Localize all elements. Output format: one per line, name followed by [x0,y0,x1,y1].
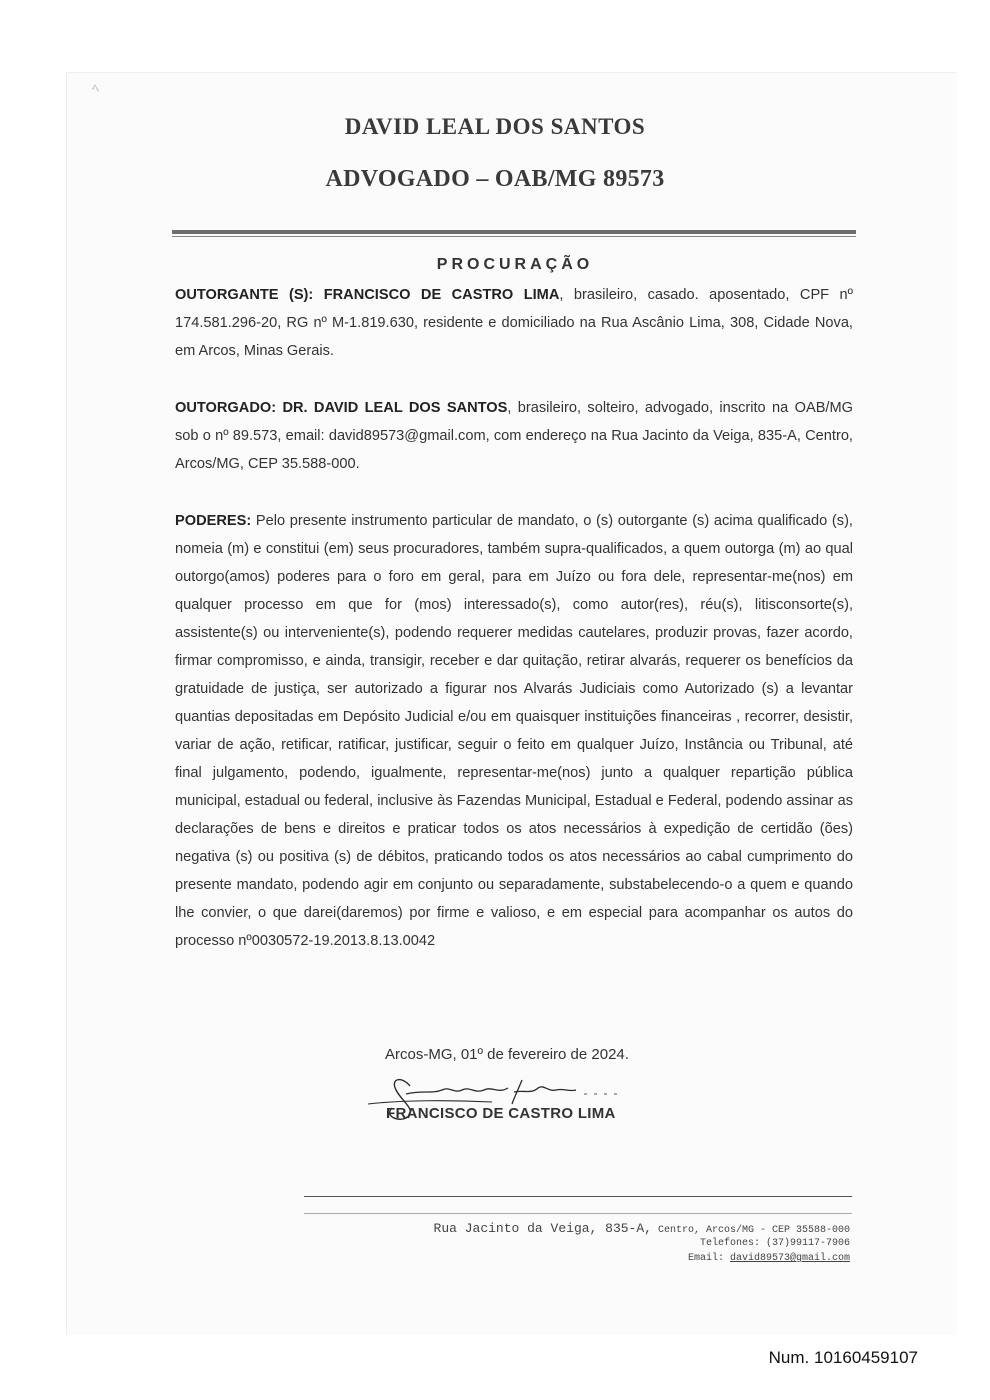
footer-email: david89573@gmail.com [729,1253,850,1264]
footer-email-label: Email: [687,1253,730,1264]
letterhead-oab: ADVOGADO – OAB/MG 89573 [325,166,665,192]
footer-street: Rua Jacinto da Veiga, 835-A, [433,1221,652,1236]
scan-mark: ﾍ [92,80,99,96]
outorgado-paragraph [175,394,853,478]
footer-email-line [688,1253,850,1264]
outorgado-label: OUTORGADO: DR. DAVID LEAL DOS SANTOS [175,400,508,416]
footer-address [434,1221,850,1236]
footer-city: Centro, Arcos/MG - CEP 35588-000 [651,1225,850,1236]
outorgante-text: , brasileiro, casado. aposentado, CPF nº 174.581.296-20, RG nº M-1.819.630, residente e domiciliado na Rua Ascânio Lima, 308, Cidade Nova, em Arcos, Minas Gerais. [175,287,853,359]
letterhead-divider [172,230,856,234]
footer-phones: Telefones: (37)99117-7906 [699,1238,850,1249]
outorgante-paragraph [175,281,853,365]
outorgado-text: , brasileiro, solteiro, advogado, inscrito na OAB/MG sob o nº 89.573, email: david89573@gmail.com, com endereço na Rua Jacinto da Veiga, 835-A, Centro, Arcos/MG, CEP 35.588-000. [175,400,853,472]
letterhead-name: DAVID LEAL DOS SANTOS [344,114,646,139]
poderes-text: Pelo presente instrumento particular de mandato, o (s) outorgante (s) acima qualificado (s), nomeia (m) e constitui (em) seus procuradores, também supra-qualificados, a quem outorga (m) ao qual outorgo(amos) poderes para o foro em geral, para em Juízo ou fora dele, representar-me(nos) em qualquer processo em que for (mos) interessado(s), como autor(res), réu(s), litisconsorte(s), assistente(s) ou interveniente(s), podendo requerer medidas cautelares, produzir provas, fazer acordo, firmar compromisso, e ainda, transigir, receber e dar quitação, retirar alvarás, requerer os benefícios da gratuidade de justiça, ser autorizado a figurar nos Alvarás Judiciais como Autorizado (s) a levantar quantias depositadas em Depósito Judicial e/ou em quaisquer instituições financeiras , recorrer, desistir, variar de ação, retificar, ratificar, justificar, seguir o feito em qualquer Juízo, Instância ou Tribunal, até final julgamento, podendo, igualmente, representar-me(nos) junto a qualquer repartição pública municipal, estadual ou federal, inclusive às Fazendas Municipal, Estadual e Federal, podendo assinar as declarações de bens e direitos e praticar todos os atos necessários à expedição de certidão (ões) negativa (s) ou positiva (s) de débitos, praticando todos os atos necessários ao cabal cumprimento do presente mandato, podendo agir em conjunto ou separadamente, substabelecendo-o a quem e quando lhe convier, o que darei(daremos) por firme e valioso, e em especial para acompanhar os autos do processo nº0030572-19.2013.8.13.0042 [175,513,853,949]
place-date: Arcos-MG, 01º de fevereiro de 2024. [385,1046,629,1063]
outorgante-label: OUTORGANTE (S): FRANCISCO DE CASTRO LIMA [175,287,560,303]
signer-name: FRANCISCO DE CASTRO LIMA [386,1105,616,1122]
footer-divider [304,1196,852,1197]
poderes-paragraph [175,507,853,955]
document-title: PROCURAÇÃO [436,256,594,273]
poderes-label: PODERES: [175,513,252,529]
letterhead-divider-thin [172,236,856,237]
footer-divider-thin [304,1213,852,1214]
page-number: Num. 10160459107 [768,1348,918,1367]
